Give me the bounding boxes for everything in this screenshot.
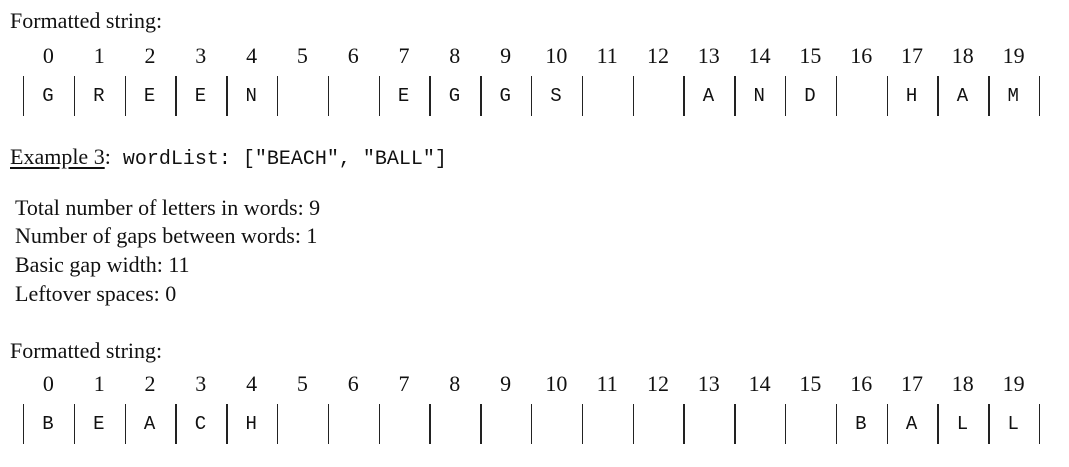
char-cell: G	[499, 85, 511, 107]
char-cell: S	[550, 85, 562, 107]
index-label: 17	[901, 43, 923, 68]
index-label: 2	[144, 371, 156, 396]
char-cell	[328, 76, 378, 116]
cell-divider	[937, 76, 938, 116]
index-row-2	[0, 373, 1069, 397]
index-label: 3	[195, 43, 207, 68]
char-cell: L	[1007, 413, 1019, 435]
char-cell	[582, 404, 632, 444]
char-cell: B	[42, 413, 54, 435]
char-cell	[734, 404, 784, 444]
index-label: 10	[545, 371, 568, 396]
index-label: 0	[42, 371, 54, 396]
index-row-1	[0, 45, 1069, 69]
example-3-heading	[10, 146, 447, 171]
char-cell	[480, 404, 530, 444]
char-cell: D	[804, 85, 816, 107]
cell-divider	[23, 404, 24, 444]
index-label: 8	[449, 371, 461, 396]
cell-divider	[988, 404, 989, 444]
index-label: 12	[647, 371, 669, 396]
cell-divider	[226, 76, 227, 116]
char-cell	[429, 404, 479, 444]
char-cell: H	[905, 85, 918, 107]
cell-divider	[734, 404, 735, 444]
index-label: 0	[42, 43, 54, 68]
index-label: 15	[799, 371, 822, 396]
char-cell: L	[956, 413, 969, 435]
index-label: 15	[799, 43, 822, 68]
cell-divider	[328, 404, 329, 444]
char-cell: G	[42, 85, 54, 107]
index-label: 11	[596, 43, 618, 68]
char-cell: E	[397, 85, 410, 107]
index-label: 14	[748, 43, 771, 68]
stat-leftover: Leftover spaces: 0	[15, 281, 177, 306]
index-label: 13	[697, 43, 720, 68]
char-cell	[582, 76, 632, 116]
index-label: 10	[545, 43, 568, 68]
cell-divider	[785, 76, 786, 116]
cell-divider	[785, 404, 786, 444]
index-label: 12	[647, 43, 669, 68]
cell-divider	[633, 76, 634, 116]
cell-divider	[125, 76, 126, 116]
char-cell	[683, 404, 733, 444]
char-cell: A	[956, 85, 969, 107]
char-cell: E	[93, 413, 105, 435]
index-label: 5	[296, 371, 308, 396]
cell-divider	[277, 404, 278, 444]
index-label: 11	[596, 371, 618, 396]
index-label: 13	[697, 371, 720, 396]
char-cell: N	[753, 85, 765, 107]
example-3-code: wordList: ["BEACH", "BALL"]	[110, 148, 447, 171]
cell-divider	[480, 76, 481, 116]
char-cell	[379, 404, 429, 444]
cell-row-1	[0, 76, 1069, 116]
index-label: 19	[1002, 43, 1025, 68]
index-label: 2	[144, 43, 156, 68]
cell-divider	[531, 404, 532, 444]
index-label: 18	[951, 371, 974, 396]
cell-divider	[480, 404, 481, 444]
char-cell: A	[905, 413, 918, 435]
char-cell: R	[93, 85, 105, 107]
formatted-string-label-1: Formatted string:	[10, 8, 163, 33]
cell-divider	[1039, 404, 1040, 444]
index-label: 1	[93, 43, 105, 68]
index-label: 16	[850, 371, 873, 396]
cell-divider	[937, 404, 938, 444]
index-label: 7	[398, 43, 410, 68]
cell-divider	[379, 404, 380, 444]
cell-divider	[887, 404, 888, 444]
cell-divider	[125, 404, 126, 444]
cell-divider	[582, 76, 583, 116]
index-label: 17	[901, 371, 923, 396]
index-label: 14	[748, 371, 771, 396]
char-cell	[531, 404, 581, 444]
index-label: 6	[347, 43, 359, 68]
cell-divider	[328, 76, 329, 116]
cell-divider	[429, 404, 430, 444]
cell-divider	[836, 76, 837, 116]
char-cell: A	[143, 413, 156, 435]
cell-divider	[1039, 76, 1040, 116]
char-cell: C	[194, 413, 207, 435]
char-cell: E	[143, 85, 156, 107]
stat-total-letters: Total number of letters in words: 9	[15, 195, 321, 220]
cell-divider	[379, 76, 380, 116]
index-label: 9	[500, 43, 512, 68]
index-label: 9	[500, 371, 512, 396]
index-label: 7	[398, 371, 410, 396]
cell-divider	[836, 404, 837, 444]
char-cell	[633, 76, 683, 116]
index-label: 4	[246, 371, 258, 396]
char-cell	[277, 404, 327, 444]
index-label: 5	[296, 43, 308, 68]
cell-divider	[531, 76, 532, 116]
stat-basic-gap: Basic gap width: 11	[15, 252, 190, 277]
cell-divider	[582, 404, 583, 444]
cell-divider	[74, 76, 75, 116]
char-cell: H	[245, 413, 257, 435]
index-label: 4	[246, 43, 258, 68]
cell-divider	[74, 404, 75, 444]
cell-divider	[988, 76, 989, 116]
example-3-colon: :	[104, 144, 111, 169]
char-cell: B	[855, 413, 867, 435]
cell-divider	[887, 76, 888, 116]
stat-gaps: Number of gaps between words: 1	[15, 223, 318, 248]
char-cell: A	[702, 85, 715, 107]
example-3-title: Example 3	[10, 144, 105, 169]
char-cell	[328, 404, 378, 444]
cell-divider	[633, 404, 634, 444]
char-cell	[836, 76, 886, 116]
char-cell: M	[1007, 85, 1019, 107]
cell-divider	[734, 76, 735, 116]
index-label: 8	[449, 43, 461, 68]
char-cell: N	[245, 85, 257, 107]
cell-divider	[175, 404, 176, 444]
cell-divider	[683, 76, 684, 116]
cell-divider	[683, 404, 684, 444]
cell-divider	[429, 76, 430, 116]
cell-divider	[277, 76, 278, 116]
char-cell	[785, 404, 835, 444]
index-label: 18	[951, 43, 974, 68]
char-cell	[633, 404, 683, 444]
index-label: 19	[1002, 371, 1025, 396]
cell-divider	[175, 76, 176, 116]
char-cell: E	[194, 85, 207, 107]
index-label: 6	[347, 371, 359, 396]
cell-row-2	[0, 404, 1069, 444]
cell-divider	[226, 404, 227, 444]
index-label: 3	[195, 371, 207, 396]
char-cell	[277, 76, 327, 116]
formatted-string-label-2: Formatted string:	[10, 338, 163, 363]
cell-divider	[23, 76, 24, 116]
index-label: 16	[850, 43, 873, 68]
index-label: 1	[93, 371, 105, 396]
char-cell: G	[448, 85, 461, 107]
